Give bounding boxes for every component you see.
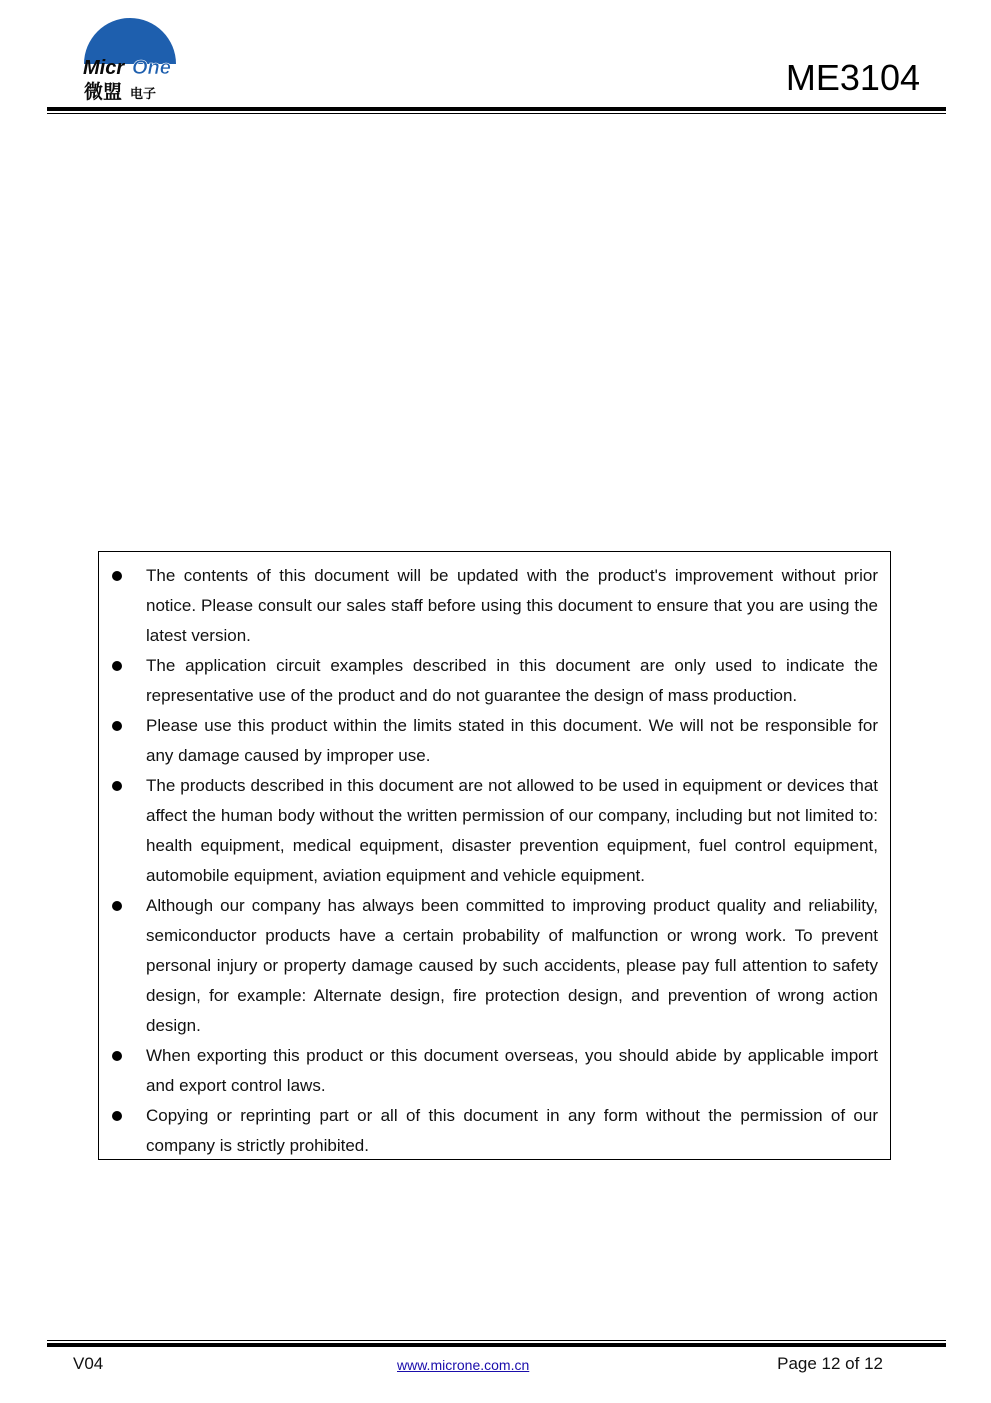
bullet-icon <box>112 661 122 671</box>
logo-graphic <box>78 12 182 104</box>
part-number: ME3104 <box>785 57 920 98</box>
bullet-icon <box>112 901 122 911</box>
footer-rule-thin <box>47 1340 946 1341</box>
logo-wordmark-part2: One <box>132 57 171 79</box>
document-version: V04 <box>73 1354 104 1373</box>
logo-wordmark-part1: Micr <box>83 57 125 79</box>
bullet-icon <box>112 1051 122 1061</box>
disclaimer-list <box>99 552 890 1161</box>
bullet-icon <box>112 1111 122 1121</box>
disclaimer-text: The application circuit examples described in this document are only used to indicate the representative use of the product and do not guarantee the design of mass production. <box>146 656 878 705</box>
disclaimer-text: Copying or reprinting part or all of this document in any form without the permission of our company is strictly prohibited. <box>146 1106 878 1155</box>
list-item <box>146 651 878 711</box>
disclaimer-box <box>98 551 891 1160</box>
header-rule-thin <box>47 113 946 114</box>
list-item <box>146 711 878 771</box>
page-number: Page 12 of 12 <box>777 1354 883 1373</box>
list-item <box>146 1101 878 1161</box>
disclaimer-text: When exporting this product or this document overseas, you should abide by applicable import and export control laws. <box>146 1046 878 1095</box>
logo-chinese-suffix: 电子 <box>130 87 157 102</box>
list-item <box>146 1041 878 1101</box>
list-item <box>146 891 878 1041</box>
list-item <box>146 771 878 891</box>
list-item <box>146 561 878 651</box>
disclaimer-text: The products described in this document are not allowed to be used in equipment or devices that affect the human body without the written permission of our company, including but not limited to: health equipment, medical equipment, disaster prevention equipment, fuel control equipment, automobile equipment, aviation equipment and vehicle equipment. <box>146 776 878 885</box>
disclaimer-text: Although our company has always been committed to improving product quality and reliability, semiconductor products have a certain probability of malfunction or wrong work. To prevent personal injury or property damage caused by such accidents, please pay full attention to safety design, for example: Alternate design, fire protection design, and prevention of wrong action design. <box>146 896 878 1035</box>
bullet-icon <box>112 721 122 731</box>
footer-rule-thick <box>47 1343 946 1347</box>
bullet-icon <box>112 571 122 581</box>
company-logo <box>78 12 182 104</box>
disclaimer-text: Please use this product within the limits stated in this document. We will not be responsible for any damage caused by improper use. <box>146 716 878 765</box>
website-link[interactable]: www.microne.com.cn <box>397 1357 530 1373</box>
bullet-icon <box>112 781 122 791</box>
header-rule-thick <box>47 107 946 111</box>
disclaimer-text: The contents of this document will be updated with the product's improvement without prior notice. Please consult our sales staff before using this document to ensure that you are using the latest version. <box>146 566 878 645</box>
logo-chinese-name: 微盟 <box>84 81 123 103</box>
